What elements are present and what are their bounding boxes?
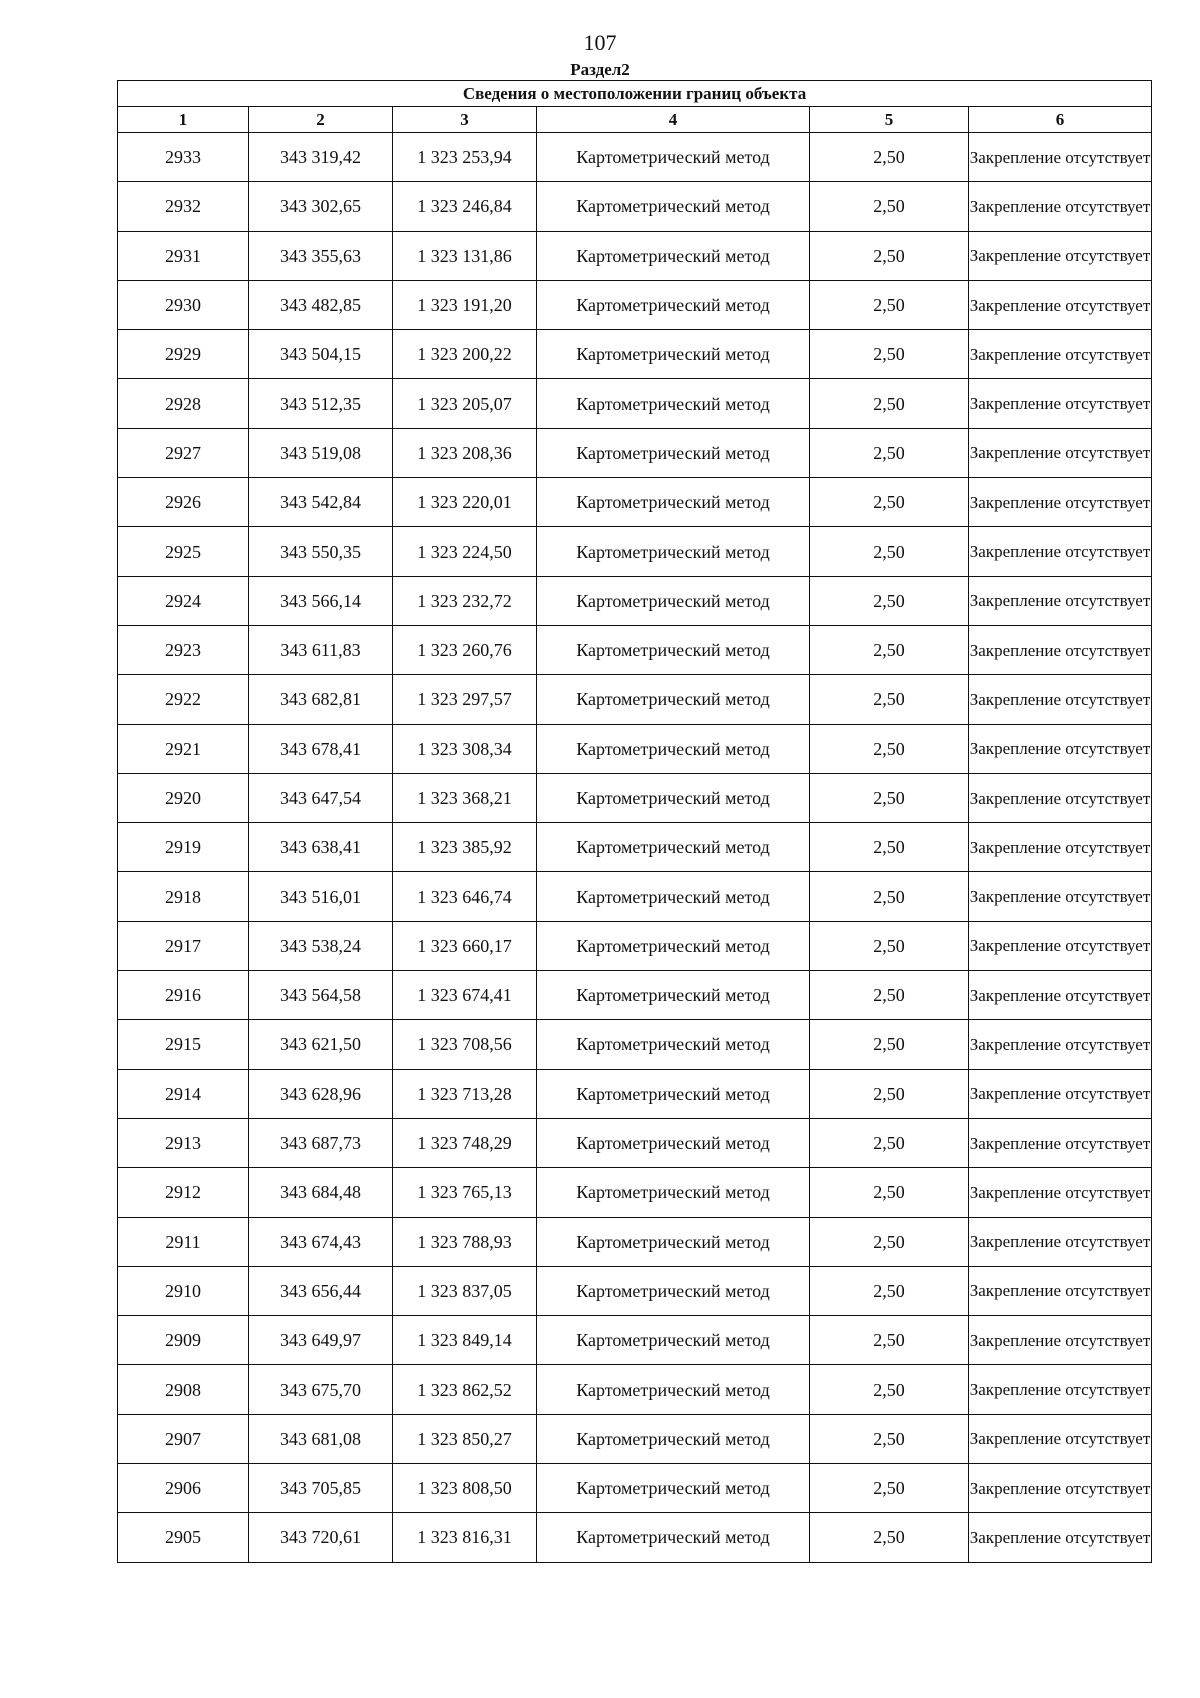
cell-accuracy: 2,50 [810, 280, 969, 329]
cell-point-number: 2910 [118, 1266, 249, 1315]
cell-coordinate-x: 343 621,50 [249, 1020, 393, 1069]
cell-accuracy: 2,50 [810, 1266, 969, 1315]
cell-method: Картометрический метод [537, 1217, 810, 1266]
cell-point-number: 2933 [118, 133, 249, 182]
cell-marking: Закрепление отсутствует [969, 1365, 1152, 1414]
column-header-2: 2 [249, 107, 393, 133]
cell-coordinate-x: 343 678,41 [249, 724, 393, 773]
cell-coordinate-x: 343 656,44 [249, 1266, 393, 1315]
table-row [118, 1118, 1152, 1167]
cell-point-number: 2923 [118, 625, 249, 674]
cell-coordinate-y: 1 323 191,20 [393, 280, 537, 329]
cell-accuracy: 2,50 [810, 133, 969, 182]
cell-coordinate-y: 1 323 208,36 [393, 428, 537, 477]
cell-marking: Закрепление отсутствует [969, 724, 1152, 773]
cell-marking: Закрепление отсутствует [969, 675, 1152, 724]
cell-point-number: 2924 [118, 576, 249, 625]
cell-marking: Закрепление отсутствует [969, 330, 1152, 379]
cell-method: Картометрический метод [537, 1020, 810, 1069]
cell-coordinate-x: 343 720,61 [249, 1513, 393, 1562]
table-row [118, 182, 1152, 231]
cell-method: Картометрический метод [537, 231, 810, 280]
table-row [118, 1020, 1152, 1069]
cell-accuracy: 2,50 [810, 1118, 969, 1167]
cell-coordinate-x: 343 319,42 [249, 133, 393, 182]
cell-coordinate-y: 1 323 837,05 [393, 1266, 537, 1315]
column-header-5: 5 [810, 107, 969, 133]
cell-accuracy: 2,50 [810, 1217, 969, 1266]
table-row [118, 1266, 1152, 1315]
cell-method: Картометрический метод [537, 1414, 810, 1463]
cell-marking: Закрепление отсутствует [969, 823, 1152, 872]
cell-accuracy: 2,50 [810, 872, 969, 921]
cell-accuracy: 2,50 [810, 1069, 969, 1118]
cell-accuracy: 2,50 [810, 724, 969, 773]
cell-method: Картометрический метод [537, 280, 810, 329]
cell-coordinate-y: 1 323 297,57 [393, 675, 537, 724]
table-row [118, 428, 1152, 477]
column-header-3: 3 [393, 107, 537, 133]
table-row [118, 527, 1152, 576]
table-row [118, 773, 1152, 822]
cell-accuracy: 2,50 [810, 231, 969, 280]
table-row [118, 971, 1152, 1020]
cell-method: Картометрический метод [537, 1168, 810, 1217]
cell-point-number: 2925 [118, 527, 249, 576]
cell-coordinate-y: 1 323 862,52 [393, 1365, 537, 1414]
cell-method: Картометрический метод [537, 1069, 810, 1118]
cell-coordinate-y: 1 323 246,84 [393, 182, 537, 231]
cell-marking: Закрепление отсутствует [969, 1316, 1152, 1365]
cell-method: Картометрический метод [537, 1316, 810, 1365]
cell-coordinate-x: 343 355,63 [249, 231, 393, 280]
cell-accuracy: 2,50 [810, 379, 969, 428]
cell-method: Картометрический метод [537, 379, 810, 428]
cell-coordinate-x: 343 302,65 [249, 182, 393, 231]
cell-accuracy: 2,50 [810, 921, 969, 970]
table-row [118, 823, 1152, 872]
cell-marking: Закрепление отсутствует [969, 231, 1152, 280]
cell-coordinate-y: 1 323 765,13 [393, 1168, 537, 1217]
table-row [118, 1316, 1152, 1365]
table-header-row [118, 107, 1152, 133]
cell-point-number: 2918 [118, 872, 249, 921]
table-row [118, 576, 1152, 625]
cell-coordinate-y: 1 323 368,21 [393, 773, 537, 822]
table-row [118, 724, 1152, 773]
table-row [118, 379, 1152, 428]
cell-marking: Закрепление отсутствует [969, 379, 1152, 428]
cell-accuracy: 2,50 [810, 1414, 969, 1463]
cell-method: Картометрический метод [537, 675, 810, 724]
table-caption: Сведения о местоположении границ объекта [118, 81, 1152, 107]
cell-point-number: 2931 [118, 231, 249, 280]
cell-coordinate-x: 343 681,08 [249, 1414, 393, 1463]
cell-method: Картометрический метод [537, 625, 810, 674]
cell-coordinate-x: 343 550,35 [249, 527, 393, 576]
table-row [118, 1414, 1152, 1463]
cell-method: Картометрический метод [537, 724, 810, 773]
cell-accuracy: 2,50 [810, 971, 969, 1020]
cell-point-number: 2920 [118, 773, 249, 822]
cell-coordinate-x: 343 512,35 [249, 379, 393, 428]
table-row [118, 872, 1152, 921]
cell-coordinate-x: 343 504,15 [249, 330, 393, 379]
cell-coordinate-x: 343 611,83 [249, 625, 393, 674]
cell-marking: Закрепление отсутствует [969, 971, 1152, 1020]
cell-point-number: 2911 [118, 1217, 249, 1266]
cell-coordinate-y: 1 323 224,50 [393, 527, 537, 576]
cell-accuracy: 2,50 [810, 182, 969, 231]
cell-coordinate-y: 1 323 205,07 [393, 379, 537, 428]
cell-marking: Закрепление отсутствует [969, 872, 1152, 921]
cell-method: Картометрический метод [537, 478, 810, 527]
table-row [118, 478, 1152, 527]
cell-method: Картометрический метод [537, 1513, 810, 1562]
cell-coordinate-x: 343 542,84 [249, 478, 393, 527]
cell-marking: Закрепление отсутствует [969, 1266, 1152, 1315]
cell-coordinate-y: 1 323 674,41 [393, 971, 537, 1020]
cell-marking: Закрепление отсутствует [969, 1513, 1152, 1562]
cell-accuracy: 2,50 [810, 823, 969, 872]
cell-point-number: 2919 [118, 823, 249, 872]
cell-coordinate-x: 343 564,58 [249, 971, 393, 1020]
cell-marking: Закрепление отсутствует [969, 478, 1152, 527]
cell-method: Картометрический метод [537, 921, 810, 970]
cell-point-number: 2914 [118, 1069, 249, 1118]
cell-marking: Закрепление отсутствует [969, 1414, 1152, 1463]
cell-coordinate-y: 1 323 232,72 [393, 576, 537, 625]
cell-coordinate-y: 1 323 131,86 [393, 231, 537, 280]
cell-marking: Закрепление отсутствует [969, 625, 1152, 674]
cell-coordinate-y: 1 323 788,93 [393, 1217, 537, 1266]
cell-coordinate-x: 343 687,73 [249, 1118, 393, 1167]
cell-method: Картометрический метод [537, 428, 810, 477]
cell-coordinate-y: 1 323 816,31 [393, 1513, 537, 1562]
cell-coordinate-y: 1 323 849,14 [393, 1316, 537, 1365]
cell-marking: Закрепление отсутствует [969, 1168, 1152, 1217]
table-row [118, 1217, 1152, 1266]
cell-point-number: 2932 [118, 182, 249, 231]
cell-accuracy: 2,50 [810, 625, 969, 674]
cell-method: Картометрический метод [537, 1365, 810, 1414]
cell-accuracy: 2,50 [810, 576, 969, 625]
table-row [118, 921, 1152, 970]
cell-coordinate-y: 1 323 260,76 [393, 625, 537, 674]
cell-coordinate-x: 343 684,48 [249, 1168, 393, 1217]
cell-method: Картометрический метод [537, 527, 810, 576]
table-row [118, 1168, 1152, 1217]
cell-coordinate-y: 1 323 808,50 [393, 1464, 537, 1513]
cell-point-number: 2908 [118, 1365, 249, 1414]
cell-point-number: 2915 [118, 1020, 249, 1069]
table-row [118, 675, 1152, 724]
table-caption-row [118, 81, 1152, 107]
cell-method: Картометрический метод [537, 872, 810, 921]
cell-coordinate-y: 1 323 646,74 [393, 872, 537, 921]
cell-marking: Закрепление отсутствует [969, 133, 1152, 182]
cell-point-number: 2922 [118, 675, 249, 724]
cell-method: Картометрический метод [537, 330, 810, 379]
cell-coordinate-y: 1 323 253,94 [393, 133, 537, 182]
cell-marking: Закрепление отсутствует [969, 1118, 1152, 1167]
cell-coordinate-y: 1 323 220,01 [393, 478, 537, 527]
page-number: 107 [583, 30, 617, 55]
cell-method: Картометрический метод [537, 823, 810, 872]
table-body [118, 133, 1152, 1563]
cell-accuracy: 2,50 [810, 330, 969, 379]
cell-accuracy: 2,50 [810, 675, 969, 724]
cell-coordinate-x: 343 674,43 [249, 1217, 393, 1266]
cell-point-number: 2929 [118, 330, 249, 379]
cell-point-number: 2913 [118, 1118, 249, 1167]
boundary-coordinates-table [117, 80, 1152, 1563]
cell-method: Картометрический метод [537, 773, 810, 822]
cell-coordinate-y: 1 323 308,34 [393, 724, 537, 773]
cell-marking: Закрепление отсутствует [969, 1217, 1152, 1266]
cell-point-number: 2907 [118, 1414, 249, 1463]
table-row [118, 625, 1152, 674]
column-header-1: 1 [118, 107, 249, 133]
column-header-6: 6 [969, 107, 1152, 133]
table-row [118, 1464, 1152, 1513]
cell-method: Картометрический метод [537, 971, 810, 1020]
cell-point-number: 2906 [118, 1464, 249, 1513]
cell-method: Картометрический метод [537, 1118, 810, 1167]
section-title: Раздел2 [570, 60, 630, 79]
cell-method: Картометрический метод [537, 1464, 810, 1513]
cell-accuracy: 2,50 [810, 1464, 969, 1513]
cell-coordinate-y: 1 323 660,17 [393, 921, 537, 970]
table-row [118, 330, 1152, 379]
cell-accuracy: 2,50 [810, 1020, 969, 1069]
cell-coordinate-x: 343 538,24 [249, 921, 393, 970]
cell-point-number: 2905 [118, 1513, 249, 1562]
cell-marking: Закрепление отсутствует [969, 1069, 1152, 1118]
cell-coordinate-y: 1 323 850,27 [393, 1414, 537, 1463]
cell-marking: Закрепление отсутствует [969, 428, 1152, 477]
cell-coordinate-x: 343 682,81 [249, 675, 393, 724]
table-row [118, 1069, 1152, 1118]
cell-coordinate-y: 1 323 748,29 [393, 1118, 537, 1167]
cell-method: Картометрический метод [537, 182, 810, 231]
cell-point-number: 2921 [118, 724, 249, 773]
cell-coordinate-y: 1 323 385,92 [393, 823, 537, 872]
table-row [118, 280, 1152, 329]
cell-point-number: 2928 [118, 379, 249, 428]
cell-coordinate-y: 1 323 708,56 [393, 1020, 537, 1069]
cell-marking: Закрепление отсутствует [969, 182, 1152, 231]
cell-coordinate-y: 1 323 200,22 [393, 330, 537, 379]
cell-method: Картометрический метод [537, 576, 810, 625]
cell-marking: Закрепление отсутствует [969, 1464, 1152, 1513]
cell-accuracy: 2,50 [810, 478, 969, 527]
cell-accuracy: 2,50 [810, 1513, 969, 1562]
cell-point-number: 2926 [118, 478, 249, 527]
cell-marking: Закрепление отсутствует [969, 576, 1152, 625]
cell-marking: Закрепление отсутствует [969, 280, 1152, 329]
cell-coordinate-x: 343 647,54 [249, 773, 393, 822]
cell-marking: Закрепление отсутствует [969, 527, 1152, 576]
cell-coordinate-x: 343 649,97 [249, 1316, 393, 1365]
cell-coordinate-x: 343 566,14 [249, 576, 393, 625]
cell-accuracy: 2,50 [810, 1365, 969, 1414]
cell-accuracy: 2,50 [810, 1316, 969, 1365]
cell-coordinate-x: 343 705,85 [249, 1464, 393, 1513]
cell-point-number: 2930 [118, 280, 249, 329]
cell-point-number: 2927 [118, 428, 249, 477]
cell-coordinate-x: 343 638,41 [249, 823, 393, 872]
cell-point-number: 2917 [118, 921, 249, 970]
table-row [118, 231, 1152, 280]
cell-accuracy: 2,50 [810, 527, 969, 576]
cell-coordinate-x: 343 482,85 [249, 280, 393, 329]
column-header-4: 4 [537, 107, 810, 133]
cell-method: Картометрический метод [537, 133, 810, 182]
cell-coordinate-y: 1 323 713,28 [393, 1069, 537, 1118]
cell-point-number: 2909 [118, 1316, 249, 1365]
cell-coordinate-x: 343 628,96 [249, 1069, 393, 1118]
table-row [118, 1365, 1152, 1414]
cell-point-number: 2916 [118, 971, 249, 1020]
cell-marking: Закрепление отсутствует [969, 1020, 1152, 1069]
cell-point-number: 2912 [118, 1168, 249, 1217]
cell-method: Картометрический метод [537, 1266, 810, 1315]
table-row [118, 133, 1152, 182]
table-row [118, 1513, 1152, 1562]
cell-accuracy: 2,50 [810, 428, 969, 477]
cell-coordinate-x: 343 516,01 [249, 872, 393, 921]
cell-accuracy: 2,50 [810, 1168, 969, 1217]
cell-coordinate-x: 343 675,70 [249, 1365, 393, 1414]
cell-marking: Закрепление отсутствует [969, 773, 1152, 822]
cell-accuracy: 2,50 [810, 773, 969, 822]
cell-marking: Закрепление отсутствует [969, 921, 1152, 970]
cell-coordinate-x: 343 519,08 [249, 428, 393, 477]
